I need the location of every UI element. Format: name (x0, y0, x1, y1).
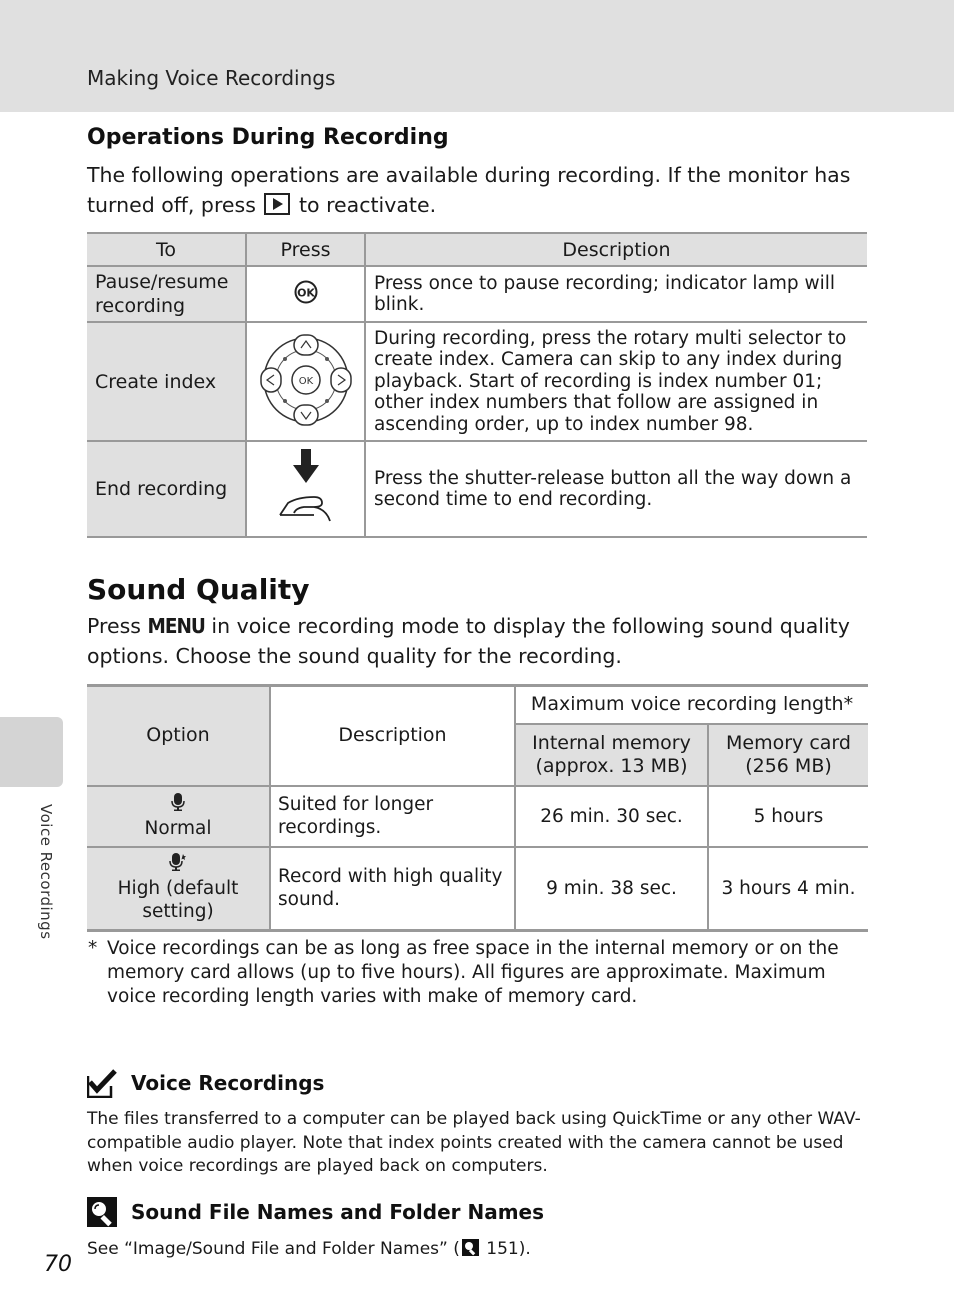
ok-button-icon (246, 266, 365, 322)
sound-quality-heading: Sound Quality (87, 573, 310, 606)
table-row (87, 441, 867, 537)
row-action: End recording (87, 441, 246, 537)
row-description: During recording, press the rotary multi selector to create index. Camera can skip to any index during playback. Start of recording is index number 01; other index numbers that follow are assigned in ascending order, up to index number 98. (365, 322, 867, 441)
operations-intro-text-end: to reactivate. (298, 192, 437, 217)
operations-intro (87, 161, 867, 220)
row-description: Press once to pause recording; indicator lamp will blink. (365, 266, 867, 322)
memory-card-length: 3 hours 4 min. (708, 847, 868, 931)
option-cell (87, 847, 270, 931)
table-row (87, 847, 868, 931)
option-cell (87, 786, 270, 847)
column-header-card: Memory card (256 MB) (708, 724, 868, 786)
note-title: Voice Recordings (131, 1071, 325, 1095)
sound-quality-intro-text-end: in voice recording mode to display the following sound quality options. Choose the sound quality for the recording. (87, 614, 850, 668)
magnifier-icon (87, 1197, 117, 1227)
note-title: Sound File Names and Folder Names (131, 1200, 545, 1224)
internal-memory-length: 26 min. 30 sec. (515, 786, 708, 847)
operations-heading: Operations During Recording (87, 125, 449, 150)
page-number: 70 (44, 1252, 72, 1277)
table-row (87, 266, 867, 322)
svg-text:OK: OK (296, 286, 315, 300)
row-action: Create index (87, 322, 246, 441)
option-description: Record with high quality sound. (270, 847, 515, 931)
footnote-text: Voice recordings can be as long as free space in the internal memory or on the memory card allows (up to five hours). All figures are approximate. Maximum voice recording length varies with make of memory card. (107, 938, 839, 1007)
svg-text:OK: OK (298, 375, 313, 387)
note-voice-recordings-heading (87, 1068, 324, 1098)
column-header-press: Press (246, 233, 365, 266)
cross-reference-text: See “Image/Sound File and Folder Names” ( (87, 1239, 460, 1259)
column-header-description: Description (270, 686, 515, 786)
footnote (87, 937, 862, 1009)
cross-reference-page: 151). (480, 1239, 531, 1259)
rotary-multi-selector-icon (246, 322, 365, 441)
sound-quality-intro (87, 612, 867, 671)
side-tab (0, 717, 63, 787)
column-header-option: Option (87, 686, 270, 786)
check-mark-icon (87, 1068, 117, 1098)
note-voice-recordings-body: The files transferred to a computer can be played back using QuickTime or any other WAV-compatible audio player. Note that index points created with the camera cannot be used when voice recordings are played back on computers. (87, 1109, 861, 1176)
column-header-max-length: Maximum voice recording length* (515, 686, 868, 724)
option-name: Normal (144, 817, 212, 839)
footnote-mark: * (88, 938, 98, 959)
table-row (87, 322, 867, 441)
note-file-names-heading (87, 1197, 544, 1227)
microphone-icon (171, 793, 185, 811)
side-tab-label: Voice Recordings (37, 804, 55, 940)
microphone-high-icon (169, 853, 187, 871)
internal-memory-length: 9 min. 38 sec. (515, 847, 708, 931)
option-name: High (default setting) (117, 878, 239, 923)
running-header: Making Voice Recordings (87, 66, 336, 90)
playback-button-icon (264, 193, 290, 215)
menu-button-icon: MENU (147, 614, 205, 638)
option-description: Suited for longer recordings. (270, 786, 515, 847)
page-reference-icon (462, 1239, 479, 1256)
column-header-internal: Internal memory (approx. 13 MB) (515, 724, 708, 786)
row-action: Pause/resume recording (87, 266, 246, 322)
column-header-to: To (87, 233, 246, 266)
sound-quality-intro-text: Press (87, 614, 141, 638)
column-header-description: Description (365, 233, 867, 266)
table-row (87, 786, 868, 847)
header-band (0, 0, 954, 112)
memory-card-length: 5 hours (708, 786, 868, 847)
operations-intro-text: The following operations are available during recording. If the monitor has turned off, press (87, 163, 851, 217)
note-file-names-body (87, 1238, 862, 1262)
sound-quality-table (87, 684, 868, 932)
shutter-press-icon (246, 441, 365, 537)
operations-table (87, 232, 867, 538)
row-description: Press the shutter-release button all the way down a second time to end recording. (365, 441, 867, 537)
